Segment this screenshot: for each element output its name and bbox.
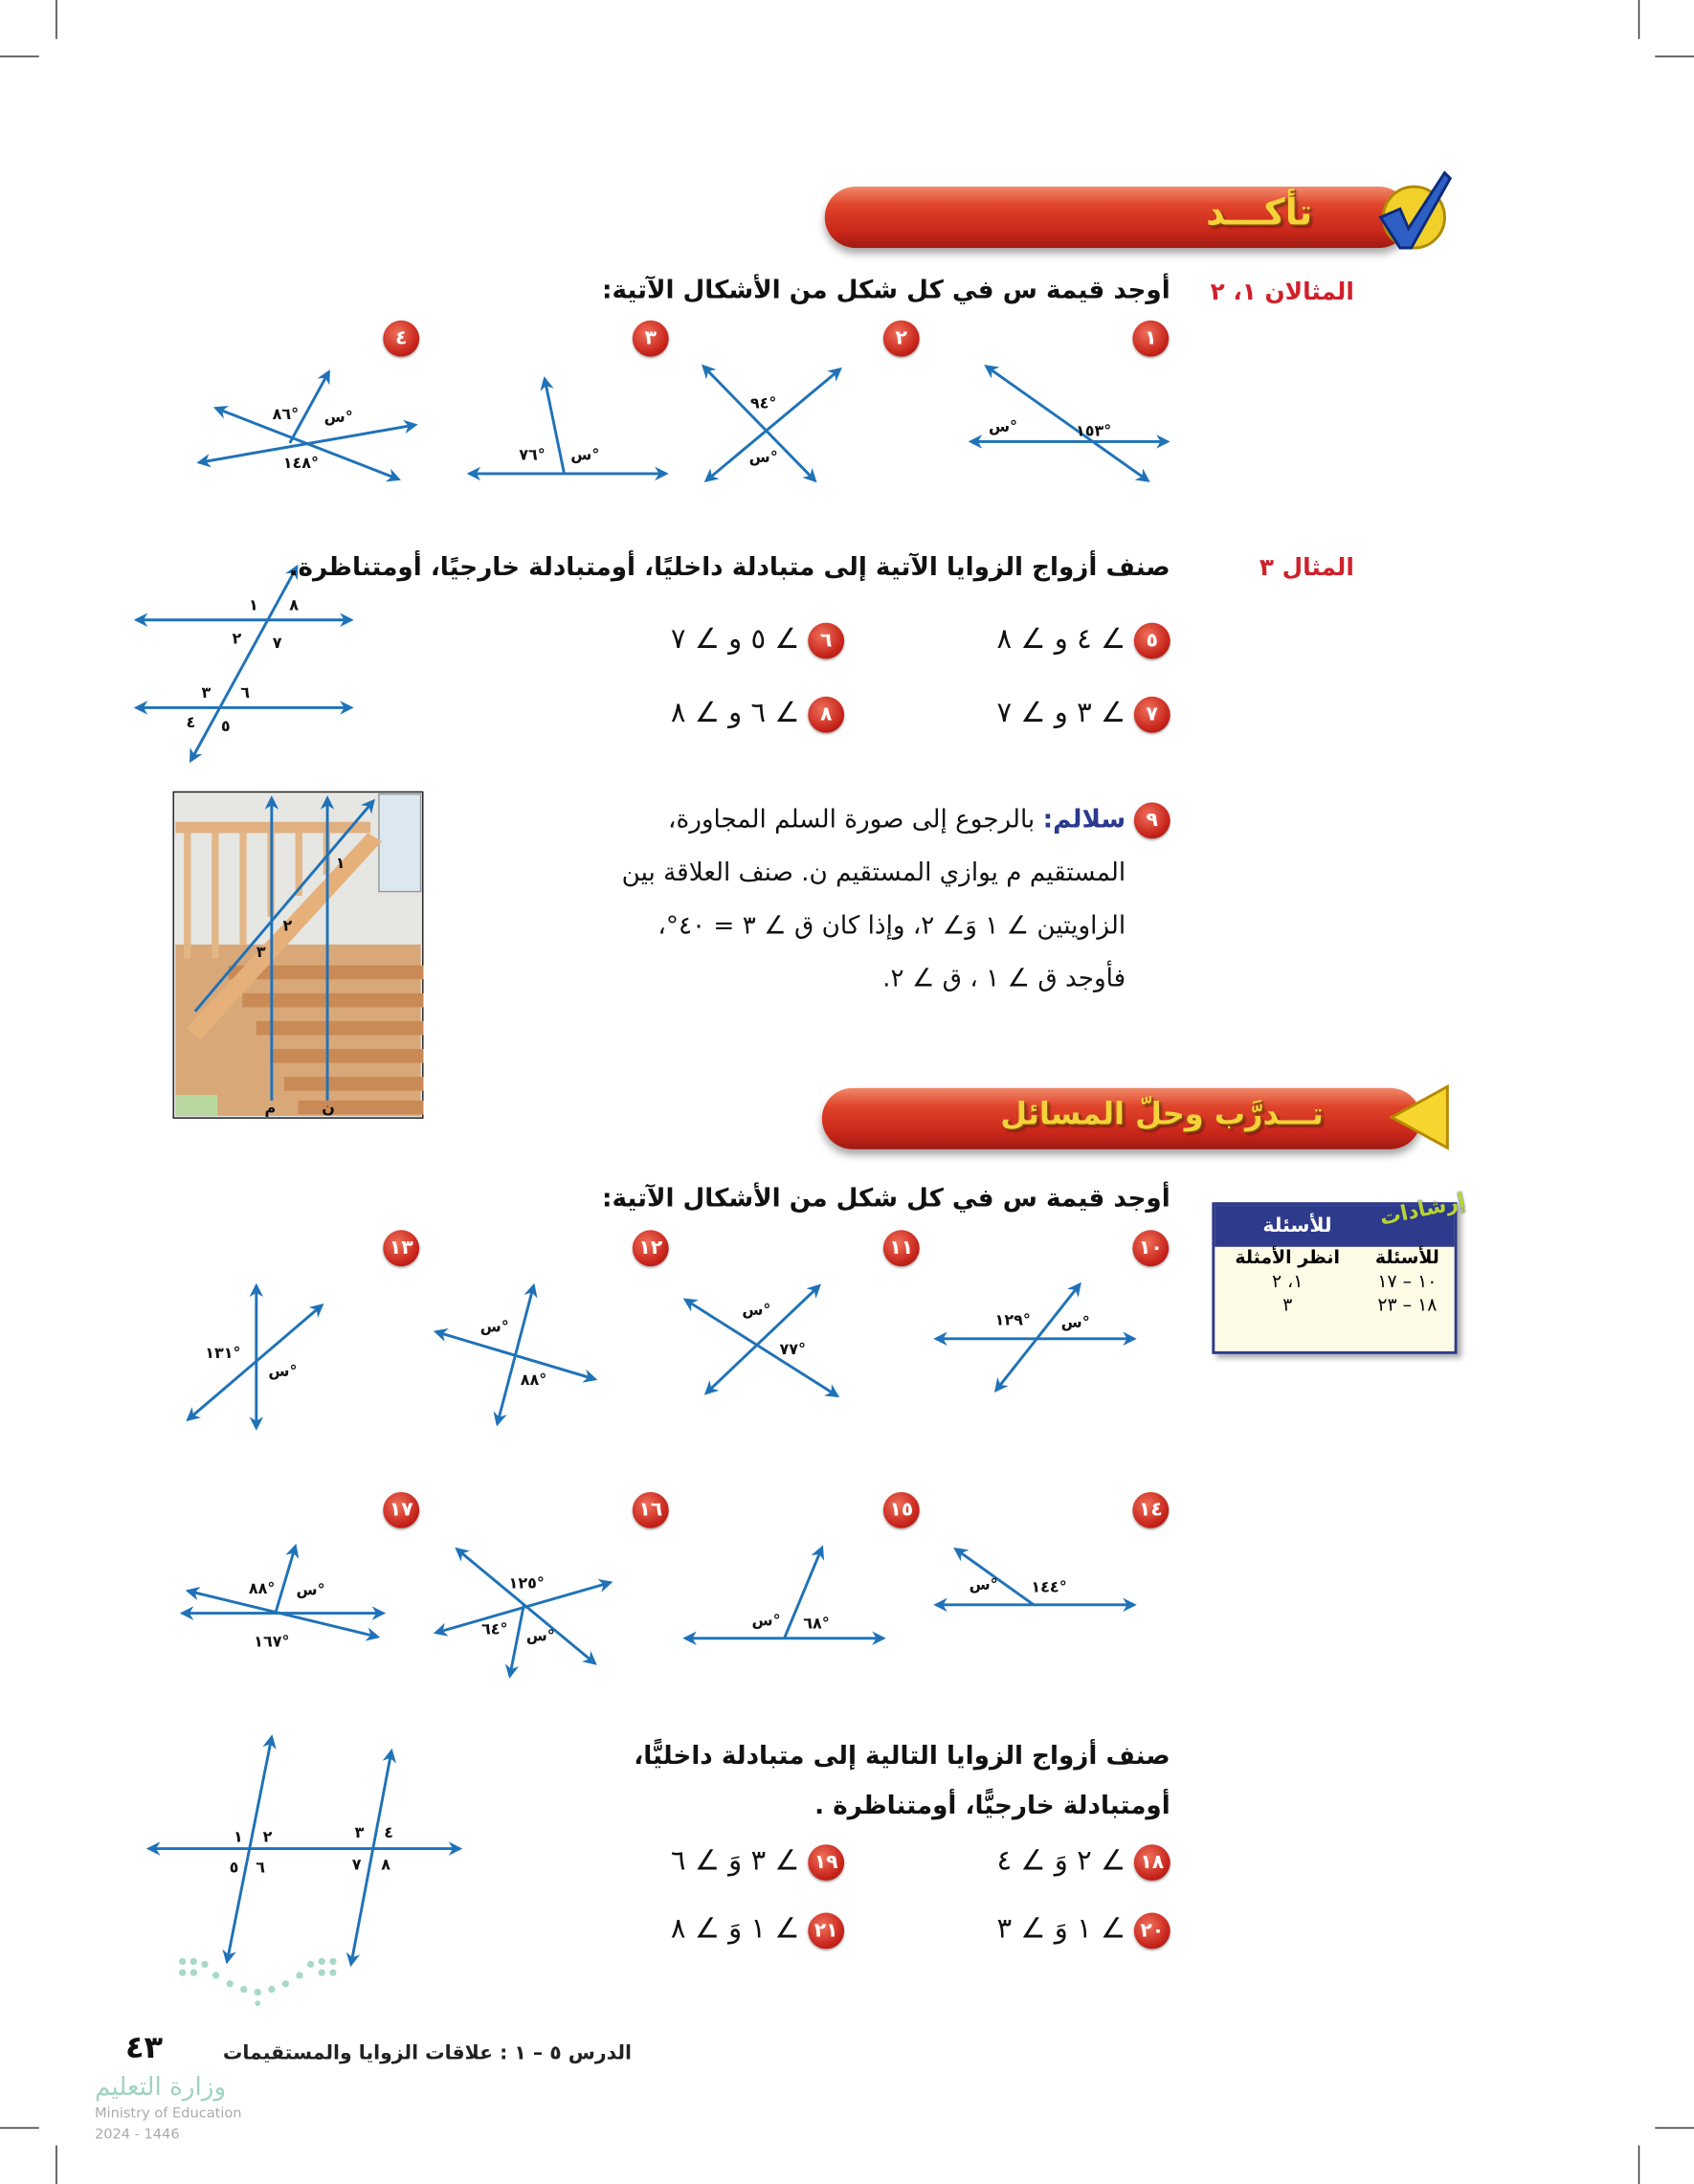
angle-label: ٩٤° [749,393,777,412]
instruction-classify-2: صنف أزواج الزوايا التالية إلى متبادلة داخليًّا، [634,1741,1170,1772]
exercise-item [671,1911,844,1949]
exercise-number: ١ [1132,321,1169,357]
exercise-number: ١٥ [883,1492,920,1528]
exercise-number: ٩ [1134,802,1170,838]
practice-banner [822,1088,1421,1149]
angle-number: ٧ [272,633,282,652]
angle-label: ١٢٩° [994,1310,1031,1329]
angle-label: س° [570,445,600,464]
angle-label: ٨٨° [520,1370,547,1389]
hint-cell: ١، ٢ [1271,1271,1304,1293]
angle-number: ٦ [240,683,251,702]
exercise-number: ١٣ [383,1230,419,1266]
angle-label: س° [988,417,1018,436]
hint-cell: ٣ [1282,1295,1293,1317]
arrow-triangle-icon [1386,1081,1453,1154]
hint-cell: ١٨ – ٢٣ [1377,1295,1438,1317]
question-line: الزاويتين ∠ ١ وَ∠ ٢، وإذا كان ق ∠ ٣ = ٤٠°، [658,910,1126,941]
page-number: ٤٣ [125,2031,164,2066]
fig16-line [457,1549,594,1663]
exercise-number: ٨ [808,696,844,732]
exercise-number: ١٨ [1134,1843,1170,1880]
angle-label: ٦٨° [803,1614,830,1633]
angle-number: ٧ [351,1855,362,1874]
angle-number: ٣ [354,1822,365,1841]
question-topic: سلالم: [1042,805,1126,835]
fig10-line [996,1284,1080,1391]
hint-cell: ١٠ – ١٧ [1377,1271,1438,1293]
angle-number: ٢ [232,629,242,648]
angle-number: ١ [335,853,345,872]
angle-number: ٢ [282,916,293,935]
exercise-text: ∠ ٢ وَ ∠ ٤ [996,1842,1126,1877]
angle-number: ٨ [289,595,300,614]
line-label-m: م [264,1099,277,1118]
exercise-item [671,695,844,732]
angle-label: ٦٤° [480,1619,508,1638]
exercise-number: ٢٠ [1134,1912,1170,1949]
hint-badge: إرشادات [1377,1188,1468,1231]
question-line: فأوجد ق ∠ ١ ، ق ∠ ٢. [882,964,1126,993]
angle-number: ٥ [220,717,231,736]
hint-table [1215,1247,1454,1318]
exercise-number: ١٠ [1132,1230,1169,1266]
angle-label: ٧٧° [779,1339,807,1358]
exercise-item [997,1911,1170,1949]
angle-label: س° [1060,1313,1090,1332]
angle-number: ٣ [201,683,212,702]
angle-number: ٥ [229,1858,239,1877]
fig17-ray [276,1547,295,1612]
angle-number: ٤ [384,1822,393,1841]
hint-box [1212,1188,1468,1354]
angle-label: س° [742,1301,771,1320]
angle-label: ١٣١° [205,1344,241,1363]
angle-number: ٢ [262,1827,273,1846]
angle-label: س° [479,1317,509,1336]
line-label-n: ن [322,1099,335,1118]
exercise-text: ∠ ١ وَ ∠ ٨ [670,1911,800,1946]
angle-number: ٤ [186,712,196,731]
ministry-name-en: Ministry of Education [94,2106,242,2122]
question-line: المستقيم م يوازي المستقيم ن. صنف العلاقة بين [621,858,1126,888]
angle-label: ٨٨° [248,1579,276,1598]
fig3-ray [545,379,564,474]
angle-label: س° [525,1626,555,1645]
exercise-number: ٤ [383,321,419,357]
exercise-number: ٢١ [808,1912,844,1949]
exercise-text: ∠ ٣ وَ ∠ ٦ [670,1842,800,1877]
ministry-name-ar: وزارة التعليم [94,2072,227,2103]
exercise-item [671,1843,844,1881]
exercise-number: ٧ [1134,696,1170,732]
staircase-image [172,791,423,1119]
angle-number: ١ [249,595,258,614]
exercise-number: ١٢ [633,1230,669,1266]
exercise-number: ٥ [1134,622,1170,658]
exercise-item [997,695,1170,732]
lesson-footer: الدرس ٥ – ١ : علاقات الزوايا والمستقيمات [222,2041,633,2065]
question-line: بالرجوع إلى صورة السلم المجاورة، [668,805,1036,835]
example-label-1-2: المثالان ١، ٢ [1210,279,1354,307]
exercise-number: ١٤ [1132,1492,1169,1528]
exercise-item [997,1843,1170,1881]
angle-number: ٣ [256,942,266,961]
exercise-text: ∠ ١ وَ ∠ ٣ [996,1911,1126,1946]
exercise-text: ∠ ٦ و ∠ ٨ [670,695,800,729]
exercise-text: ∠ ٣ و ∠ ٧ [996,695,1126,729]
instruction-find-x: أوجد قيمة س في كل شكل من الأشكال الآتية: [602,276,1170,305]
fig12-line [498,1286,534,1424]
hint-header: للأسئلة [1262,1215,1332,1237]
check-title: تأكـــد [1206,191,1313,234]
fig16-ray [510,1605,524,1676]
exercise-number: ٢ [883,321,920,357]
exercise-item [671,621,844,658]
exercise-item [997,621,1170,658]
example-label-3: المثال ٣ [1259,554,1354,583]
angle-number: ١ [234,1827,243,1846]
transversal [190,567,300,760]
angle-number: ٨ [381,1855,391,1874]
angle-label: س° [268,1362,298,1381]
angle-label: س° [969,1574,998,1593]
ministry-logo-dots [174,1953,342,2009]
angle-label: ١٤٨° [282,454,320,473]
angle-label: ٨٦° [272,405,300,424]
angle-label: س° [323,408,353,427]
exercise-number: ٣ [633,321,669,357]
instruction-classify-2b: أومتبادلة خارجيًّا، أومتناظرة . [814,1791,1170,1821]
angle-label: ١٤٤° [1031,1577,1067,1596]
question-9 [557,794,1170,1006]
instruction-classify: صنف أزواج الزوايا الآتية إلى متبادلة داخليًا، أومتبادلة خارجيًا، أومتناظرة. [288,552,1170,583]
exercise-text: ∠ ٤ و ∠ ٨ [996,621,1126,656]
practice-title: تـــدرَّب وحلّ المسائل [1000,1098,1324,1133]
instruction-find-x-2: أوجد قيمة س في كل شكل من الأشكال الآتية: [602,1184,1170,1214]
edition-year: 2024 - 1446 [94,2127,180,2143]
angle-label: س° [751,1611,781,1630]
angle-label: ٧٦° [519,445,546,464]
exercise-text: ∠ ٥ و ∠ ٧ [670,621,800,656]
angle-number: ٦ [256,1858,266,1877]
exercise-number: ١٦ [633,1492,669,1528]
hint-col-header: انظر الأمثلة [1235,1248,1341,1270]
exercise-number: ١١ [883,1230,920,1266]
angle-label: ١٥٣° [1075,421,1112,440]
exercise-number: ٦ [808,622,844,658]
angle-label: س° [296,1580,325,1599]
angle-label: س° [748,448,778,467]
exercise-number: ١٩ [808,1843,844,1880]
angle-label: ١٢٥° [508,1573,545,1593]
hint-col-header: للأسئلة [1374,1248,1439,1270]
fig13-line [189,1305,323,1419]
angle-label: ١٦٧° [254,1632,290,1651]
exercise-number: ١٧ [383,1492,419,1528]
